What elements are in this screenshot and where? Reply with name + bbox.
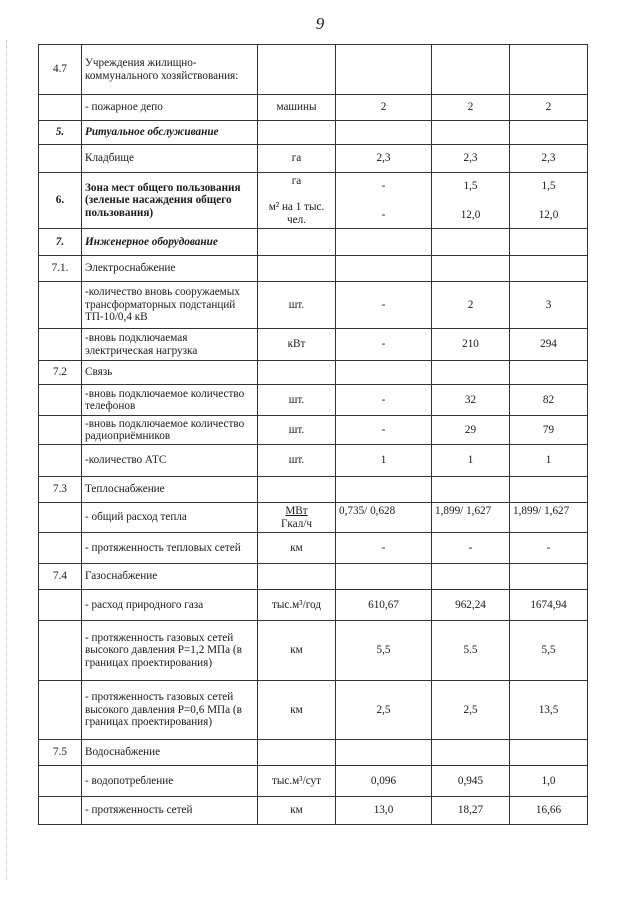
table-row bbox=[39, 477, 588, 503]
row-unit bbox=[258, 361, 336, 385]
row-number bbox=[39, 445, 82, 477]
table-row bbox=[39, 740, 588, 766]
value-line: 1674,94 bbox=[530, 598, 567, 611]
row-value-v2 bbox=[432, 329, 510, 361]
value-line: 2,3 bbox=[541, 152, 556, 165]
unit-line: МВт bbox=[285, 505, 308, 517]
row-unit bbox=[258, 590, 336, 621]
row-value-v2 bbox=[432, 416, 510, 445]
value-line: 2 bbox=[467, 101, 474, 114]
unit-line: шт. bbox=[288, 393, 305, 406]
row-name: - общий расход тепла bbox=[82, 503, 258, 533]
row-value-v3 bbox=[510, 416, 588, 445]
row-unit bbox=[258, 621, 336, 681]
value-line: 3 bbox=[545, 298, 552, 311]
unit-line: шт. bbox=[288, 423, 305, 436]
row-number bbox=[39, 590, 82, 621]
value-line: 5,5 bbox=[376, 644, 391, 657]
unit-line: км bbox=[290, 703, 303, 716]
row-value-v2 bbox=[432, 621, 510, 681]
row-name: - протяженность сетей bbox=[82, 797, 258, 825]
table-row bbox=[39, 621, 588, 681]
value-line: 1 bbox=[545, 454, 552, 467]
value-line: 610,67 bbox=[368, 598, 399, 611]
row-number: 7.5 bbox=[39, 740, 82, 766]
table-row bbox=[39, 590, 588, 621]
row-number: 5. bbox=[39, 121, 82, 145]
row-value-v1 bbox=[336, 229, 432, 256]
unit-line: га bbox=[291, 152, 302, 165]
row-unit bbox=[258, 173, 336, 229]
unit-line: тыс.м³/сут bbox=[271, 774, 321, 787]
row-name: - пожарное депо bbox=[82, 95, 258, 121]
row-number bbox=[39, 533, 82, 564]
row-number: 7.2 bbox=[39, 361, 82, 385]
unit-line: км bbox=[290, 804, 303, 817]
row-unit bbox=[258, 740, 336, 766]
unit-line-2: Гкал/ч bbox=[280, 517, 313, 530]
value-line: 16,66 bbox=[535, 804, 562, 817]
value-line: 1,0 bbox=[541, 774, 556, 787]
row-value-v2 bbox=[432, 361, 510, 385]
row-unit bbox=[258, 477, 336, 503]
table-row bbox=[39, 416, 588, 445]
unit-line: шт. bbox=[288, 298, 305, 311]
row-value-v3 bbox=[510, 282, 588, 329]
value-line: 32 bbox=[464, 393, 477, 406]
row-value-v3 bbox=[510, 329, 588, 361]
row-value-v3 bbox=[510, 766, 588, 797]
row-value-v2 bbox=[432, 503, 510, 533]
value-line: 1 bbox=[467, 454, 474, 467]
row-value-v3 bbox=[510, 229, 588, 256]
row-name: -вновь подключаемая электрическая нагрузка bbox=[82, 329, 258, 361]
row-value-v1 bbox=[336, 256, 432, 282]
row-value-v1 bbox=[336, 282, 432, 329]
value-line: - bbox=[381, 393, 386, 406]
unit-line: га bbox=[291, 174, 302, 187]
unit-line-2: м² на 1 тыс. чел. bbox=[268, 201, 325, 226]
value-line: 82 bbox=[542, 393, 555, 406]
row-value-v1 bbox=[336, 590, 432, 621]
row-name: Ритуальное обслуживание bbox=[82, 121, 258, 145]
value-line: 962,24 bbox=[455, 598, 486, 611]
unit-line: км bbox=[290, 644, 303, 657]
row-unit bbox=[258, 503, 336, 533]
row-value-v1 bbox=[336, 329, 432, 361]
unit-line: шт. bbox=[288, 454, 305, 467]
row-unit bbox=[258, 385, 336, 416]
table-row bbox=[39, 229, 588, 256]
row-value-v1 bbox=[336, 95, 432, 121]
value-line: 18,27 bbox=[457, 804, 484, 817]
row-value-v2 bbox=[432, 282, 510, 329]
row-value-v3 bbox=[510, 621, 588, 681]
row-value-v3 bbox=[510, 385, 588, 416]
row-value-v1 bbox=[336, 766, 432, 797]
row-value-v1 bbox=[336, 533, 432, 564]
value-line: 13,0 bbox=[373, 804, 394, 817]
row-number bbox=[39, 416, 82, 445]
row-name: Кладбище bbox=[82, 145, 258, 173]
row-unit bbox=[258, 533, 336, 564]
value-line: 1,5 bbox=[463, 180, 478, 192]
row-number: 7.3 bbox=[39, 477, 82, 503]
row-value-v1 bbox=[336, 503, 432, 533]
row-unit bbox=[258, 229, 336, 256]
row-name: - протяженность газовых сетей высокого давления Р=1,2 МПа (в границах проектирования) bbox=[82, 621, 258, 681]
row-value-v2 bbox=[432, 95, 510, 121]
row-name: - расход природного газа bbox=[82, 590, 258, 621]
row-value-v3 bbox=[510, 256, 588, 282]
row-number bbox=[39, 503, 82, 533]
row-value-v3 bbox=[510, 503, 588, 533]
row-number bbox=[39, 145, 82, 173]
table-row bbox=[39, 121, 588, 145]
value-line: - bbox=[381, 423, 386, 436]
row-unit bbox=[258, 121, 336, 145]
row-name: -вновь подключаемое количество телефонов bbox=[82, 385, 258, 416]
row-value-v1 bbox=[336, 681, 432, 740]
row-value-v2 bbox=[432, 145, 510, 173]
row-number bbox=[39, 681, 82, 740]
value-line: - bbox=[381, 298, 386, 311]
row-number: 6. bbox=[39, 173, 82, 229]
value-line: 1,899/ 1,627 bbox=[513, 505, 570, 517]
row-name: -количество вновь сооружаемых трансформаторных подстанций ТП-10/0,4 кВ bbox=[82, 282, 258, 329]
row-value-v3 bbox=[510, 145, 588, 173]
value-line: 1 bbox=[380, 454, 387, 467]
row-value-v2 bbox=[432, 766, 510, 797]
row-value-v2 bbox=[432, 740, 510, 766]
row-number bbox=[39, 385, 82, 416]
value-line: 2,5 bbox=[376, 703, 391, 716]
table-row bbox=[39, 45, 588, 95]
table-row bbox=[39, 385, 588, 416]
row-value-v3 bbox=[510, 477, 588, 503]
row-number bbox=[39, 329, 82, 361]
row-name: - водопотребление bbox=[82, 766, 258, 797]
value-line: 2 bbox=[467, 298, 474, 311]
value-line: 5.5 bbox=[463, 644, 478, 657]
value-line-2: 12,0 bbox=[538, 208, 559, 221]
row-value-v1 bbox=[336, 385, 432, 416]
value-line: 1,5 bbox=[541, 180, 556, 192]
row-name: Связь bbox=[82, 361, 258, 385]
row-value-v3 bbox=[510, 445, 588, 477]
row-number: 7.4 bbox=[39, 564, 82, 590]
row-value-v3 bbox=[510, 173, 588, 229]
table-row bbox=[39, 797, 588, 825]
table-row bbox=[39, 282, 588, 329]
row-value-v1 bbox=[336, 477, 432, 503]
row-unit bbox=[258, 445, 336, 477]
value-line: 0,945 bbox=[457, 774, 484, 787]
value-line-2: - bbox=[381, 208, 386, 221]
row-value-v2 bbox=[432, 590, 510, 621]
value-line: 29 bbox=[464, 423, 477, 436]
table-row bbox=[39, 533, 588, 564]
value-line: 2,3 bbox=[376, 152, 391, 165]
row-unit bbox=[258, 416, 336, 445]
row-name: Газоснабжение bbox=[82, 564, 258, 590]
table-row bbox=[39, 564, 588, 590]
row-value-v2 bbox=[432, 477, 510, 503]
row-number bbox=[39, 766, 82, 797]
row-number bbox=[39, 282, 82, 329]
unit-line: кВт bbox=[287, 338, 306, 351]
row-value-v3 bbox=[510, 45, 588, 95]
row-value-v2 bbox=[432, 445, 510, 477]
value-line: - bbox=[381, 338, 386, 351]
row-name: Учреждения жилищно-коммунального хозяйствования: bbox=[82, 45, 258, 95]
row-value-v2 bbox=[432, 533, 510, 564]
table-row bbox=[39, 503, 588, 533]
unit-line: км bbox=[290, 541, 303, 554]
row-value-v2 bbox=[432, 45, 510, 95]
row-value-v3 bbox=[510, 681, 588, 740]
row-value-v1 bbox=[336, 45, 432, 95]
row-name: -количество АТС bbox=[82, 445, 258, 477]
unit-line: машины bbox=[276, 101, 317, 114]
table-row bbox=[39, 256, 588, 282]
value-line: 294 bbox=[540, 338, 557, 351]
row-value-v1 bbox=[336, 361, 432, 385]
table-row bbox=[39, 361, 588, 385]
row-value-v2 bbox=[432, 385, 510, 416]
row-unit bbox=[258, 282, 336, 329]
value-line: 13,5 bbox=[538, 703, 559, 716]
row-name: - протяженность тепловых сетей bbox=[82, 533, 258, 564]
value-line: 2 bbox=[545, 101, 552, 114]
row-unit bbox=[258, 45, 336, 95]
value-line: 2,5 bbox=[463, 703, 478, 716]
value-line: - bbox=[381, 541, 386, 554]
row-value-v1 bbox=[336, 797, 432, 825]
row-value-v2 bbox=[432, 564, 510, 590]
table-row bbox=[39, 95, 588, 121]
row-unit bbox=[258, 564, 336, 590]
value-line: 0,735/ 0,628 bbox=[339, 505, 396, 517]
row-unit bbox=[258, 256, 336, 282]
value-line: 79 bbox=[542, 423, 555, 436]
row-unit bbox=[258, 766, 336, 797]
value-line: 210 bbox=[462, 338, 479, 351]
value-line: - bbox=[546, 541, 551, 554]
row-unit bbox=[258, 95, 336, 121]
row-name: Электроснабжение bbox=[82, 256, 258, 282]
row-value-v3 bbox=[510, 590, 588, 621]
value-line: 5,5 bbox=[541, 644, 556, 657]
row-value-v2 bbox=[432, 121, 510, 145]
value-line: 0,096 bbox=[370, 774, 397, 787]
row-value-v2 bbox=[432, 229, 510, 256]
row-value-v1 bbox=[336, 621, 432, 681]
row-value-v3 bbox=[510, 797, 588, 825]
row-unit bbox=[258, 797, 336, 825]
row-number: 4.7 bbox=[39, 45, 82, 95]
table-row bbox=[39, 681, 588, 740]
table-row bbox=[39, 145, 588, 173]
row-name: Водоснабжение bbox=[82, 740, 258, 766]
row-name: Инженерное оборудование bbox=[82, 229, 258, 256]
table-body bbox=[39, 45, 588, 825]
row-value-v2 bbox=[432, 681, 510, 740]
value-line: 2,3 bbox=[463, 152, 478, 165]
row-number: 7.1. bbox=[39, 256, 82, 282]
row-value-v1 bbox=[336, 740, 432, 766]
indicators-table bbox=[38, 44, 588, 825]
row-value-v1 bbox=[336, 145, 432, 173]
row-name: -вновь подключаемое количество радиоприёмников bbox=[82, 416, 258, 445]
row-value-v3 bbox=[510, 95, 588, 121]
table-row bbox=[39, 766, 588, 797]
value-line: 1,899/ 1,627 bbox=[435, 505, 492, 517]
scan-edge-dots bbox=[6, 40, 8, 880]
row-name: - протяженность газовых сетей высокого давления Р=0,6 МПа (в границах проектирования) bbox=[82, 681, 258, 740]
row-value-v3 bbox=[510, 564, 588, 590]
unit-line: тыс.м³/год bbox=[272, 598, 321, 611]
table-row bbox=[39, 329, 588, 361]
row-unit bbox=[258, 145, 336, 173]
row-value-v2 bbox=[432, 797, 510, 825]
row-value-v1 bbox=[336, 173, 432, 229]
row-number bbox=[39, 95, 82, 121]
row-name: Теплоснабжение bbox=[82, 477, 258, 503]
row-value-v1 bbox=[336, 564, 432, 590]
row-value-v2 bbox=[432, 173, 510, 229]
value-line: - bbox=[381, 180, 386, 192]
row-unit bbox=[258, 681, 336, 740]
row-value-v3 bbox=[510, 361, 588, 385]
page-number: 9 bbox=[315, 14, 325, 33]
row-name: Зона мест общего пользования (зеленые насаждения общего пользования) bbox=[82, 173, 258, 229]
value-line-2: 12,0 bbox=[460, 208, 481, 221]
row-number: 7. bbox=[39, 229, 82, 256]
row-value-v1 bbox=[336, 416, 432, 445]
value-line: - bbox=[468, 541, 473, 554]
table-row bbox=[39, 445, 588, 477]
row-value-v1 bbox=[336, 445, 432, 477]
row-value-v2 bbox=[432, 256, 510, 282]
row-number bbox=[39, 797, 82, 825]
row-number bbox=[39, 621, 82, 681]
value-line: 2 bbox=[380, 101, 387, 114]
row-unit bbox=[258, 329, 336, 361]
row-value-v3 bbox=[510, 533, 588, 564]
table-row bbox=[39, 173, 588, 229]
row-value-v1 bbox=[336, 121, 432, 145]
row-value-v3 bbox=[510, 121, 588, 145]
row-value-v3 bbox=[510, 740, 588, 766]
